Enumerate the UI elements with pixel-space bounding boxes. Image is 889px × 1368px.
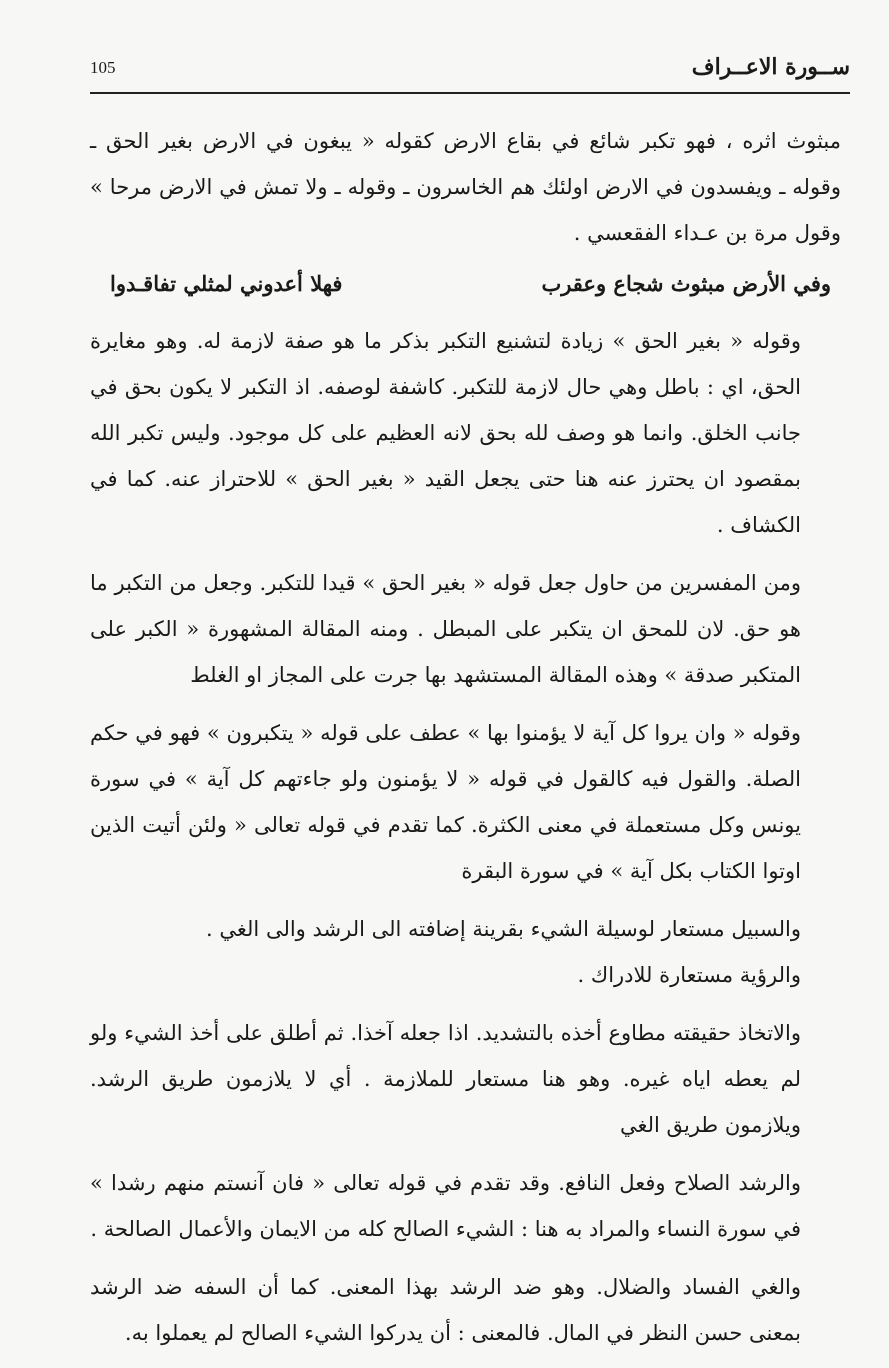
paragraph: والرشد الصلاح وفعل النافع. وقد تقدم في قوله تعالى « فان آنستم منهم رشدا » في سورة النساء والمراد به هنا : الشيء الصالح كله من الايمان والأعمال الصالحة . <box>90 1171 801 1241</box>
paragraph: والسبيل مستعار لوسيلة الشيء بقرينة إضافته الى الرشد والى الغي . <box>206 917 801 941</box>
page-header <box>90 52 850 94</box>
verse-hemistich-right: وفي الأرض مبثوث شجاع وعقرب <box>541 271 831 296</box>
paragraph: وقوله « بغير الحق » زيادة لتشنيع التكبر بذكر ما هو صفة لازمة له. وهو مغايرة الحق، اي : باطل وهي حال لازمة للتكبر. كاشفة لوصفه. اذ التكبر لا يكون بحق في جانب الخلق. وانما هو وصف لله بحق لانه العظيم على كل موجود. وليس تكبر الله بمقصود ان يحترز عنه هنا حتى يجعل القيد « بغير الحق » للاحتراز عنه. كما في الكشاف . <box>90 329 801 537</box>
paragraph: والغي الفساد والضلال. وهو ضد الرشد بهذا المعنى. كما أن السفه ضد الرشد بمعنى حسن النظر في المال. فالمعنى : أن يدركوا الشيء الصالح لم يعملوا به. <box>90 1275 801 1345</box>
paragraph: والرؤية مستعارة للادراك . <box>577 963 801 987</box>
page-number: 105 <box>90 58 116 77</box>
text-body <box>90 118 841 1356</box>
paragraph: والاتخاذ حقيقته مطاوع أخذه بالتشديد. اذا جعله آخذا. ثم أطلق على أخذ الشيء ولو لم يعطه اياه غيره. وهو هنا مستعار للملازمة . أي لا يلازمون طريق الرشد. ويلازمون طريق الغي <box>90 1021 801 1137</box>
paragraph: وقوله « وان يروا كل آية لا يؤمنوا بها » عطف على قوله « يتكبرون » فهو في حكم الصلة. والقول فيه كالقول في قوله « لا يؤمنون ولو جاءتهم كل آية » في سورة يونس وكل مستعملة في معنى الكثرة. كما تقدم في قوله تعالى « ولئن أتيت الذين اوتوا الكتاب بكل آية » في سورة البقرة <box>90 721 801 883</box>
paragraph-intro: مبثوث اثره ، فهو تكبر شائع في بقاع الارض كقوله « يبغون في الارض بغير الحق ـ وقوله ـ ويفسدون في الارض اولئك هم الخاسرون ـ وقوله ـ ولا تمش في الارض مرحا » وقول مرة بن عـداء الفقعسي . <box>90 129 841 245</box>
verse-hemistich-left: فهلا أعدوني لمثلي تفاقـدوا <box>110 271 343 296</box>
paragraph: ومن المفسرين من حاول جعل قوله « بغير الحق » قيدا للتكبر. وجعل من التكبر ما هو حق. لان للمحق ان يتكبر على المبطل . ومنه المقالة المشهورة « الكبر على المتكبر صدقة » وهذه المقالة المستشهد بها جرت على المجاز او الغلط <box>90 571 801 687</box>
poetry-verse <box>110 264 831 304</box>
sura-title: ســورة الاعــراف <box>691 54 850 80</box>
